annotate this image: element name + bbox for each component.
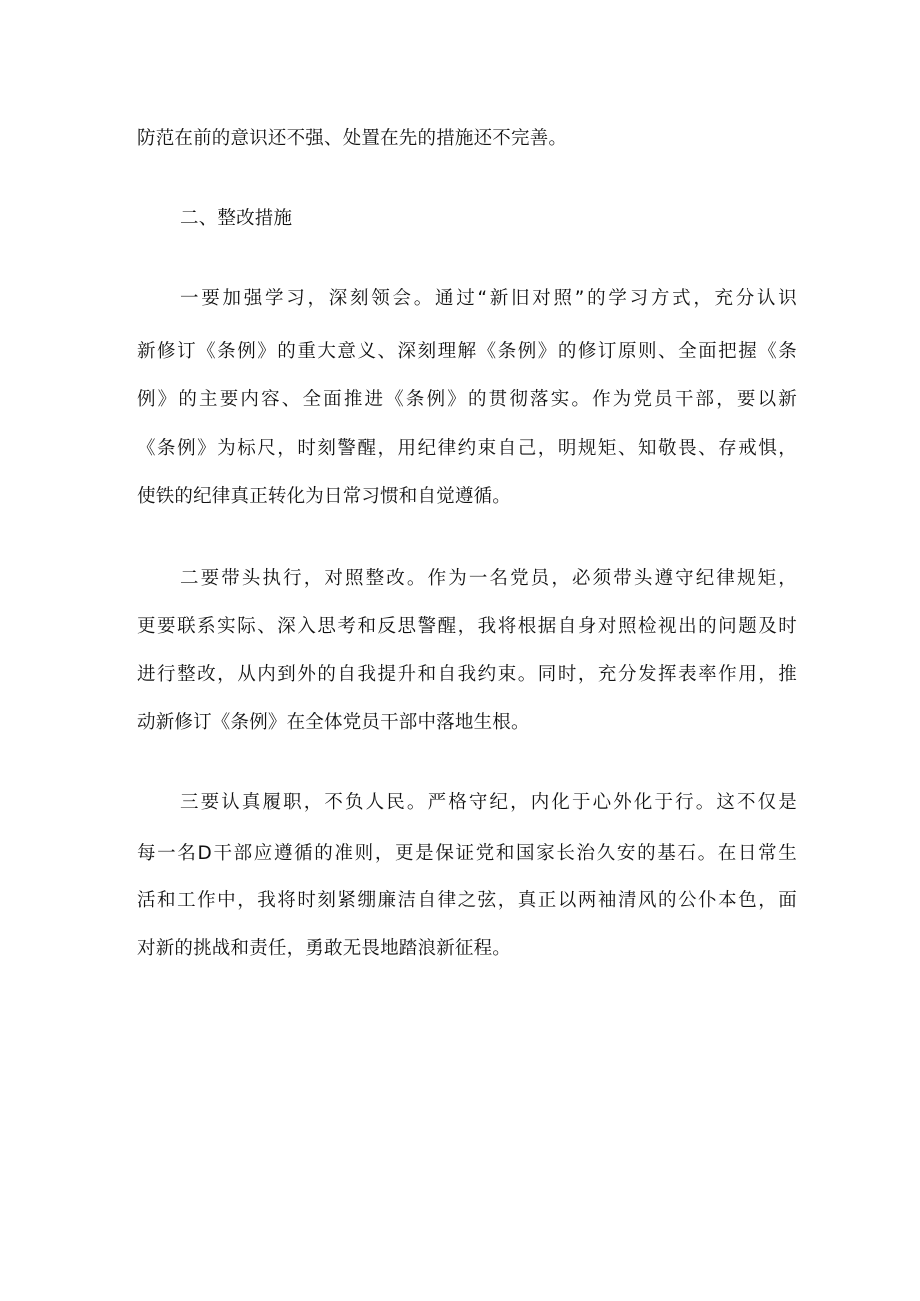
- paragraph-1-line-4: 《条例》为标尺，时刻警醒，用纪律约束自己，明规矩、知敬畏、存戒惧，: [137, 438, 797, 459]
- paragraph-2-line-1: 二要带头执行，对照整改。作为一名党员，必须带头遵守纪律规矩，: [180, 568, 797, 589]
- paragraph-3-line-2: 每一名D干部应遵循的准则，更是保证党和国家长治久安的基石。在日常生: [137, 843, 797, 864]
- paragraph-2-line-4: 动新修订《条例》在全体党员干部中落地生根。: [137, 712, 530, 733]
- paragraph-1-line-2: 新修订《条例》的重大意义、深刻理解《条例》的修订原则、全面把握《条: [137, 341, 797, 362]
- paragraph-3-line-1: 三要认真履职，不负人民。严格守纪，内化于心外化于行。这不仅是: [180, 792, 797, 813]
- paragraph-2-line-2: 更要联系实际、深入思考和反思警醒，我将根据自身对照检视出的问题及时: [137, 616, 797, 637]
- paragraph-2-line-3: 进行整改，从内到外的自我提升和自我约束。同时，充分发挥表率作用，推: [137, 664, 797, 685]
- paragraph-1-line-5: 使铁的纪律真正转化为日常习惯和自觉遵循。: [137, 486, 512, 507]
- continuation-line: 防范在前的意识还不强、处置在先的措施还不完善。: [137, 128, 568, 149]
- paragraph-1-line-3: 例》的主要内容、全面推进《条例》的贯彻落实。作为党员干部，要以新: [137, 389, 797, 410]
- paragraph-3-line-3: 活和工作中，我将时刻紧绷廉洁自律之弦，真正以两袖清风的公仆本色，面: [137, 890, 797, 911]
- section-heading: 二、整改措施: [180, 208, 293, 229]
- paragraph-1-line-1: 一要加强学习，深刻领会。通过“新旧对照”的学习方式，充分认识: [180, 288, 797, 309]
- paragraph-3-line-4: 对新的挑战和责任，勇敢无畏地踏浪新征程。: [137, 938, 512, 959]
